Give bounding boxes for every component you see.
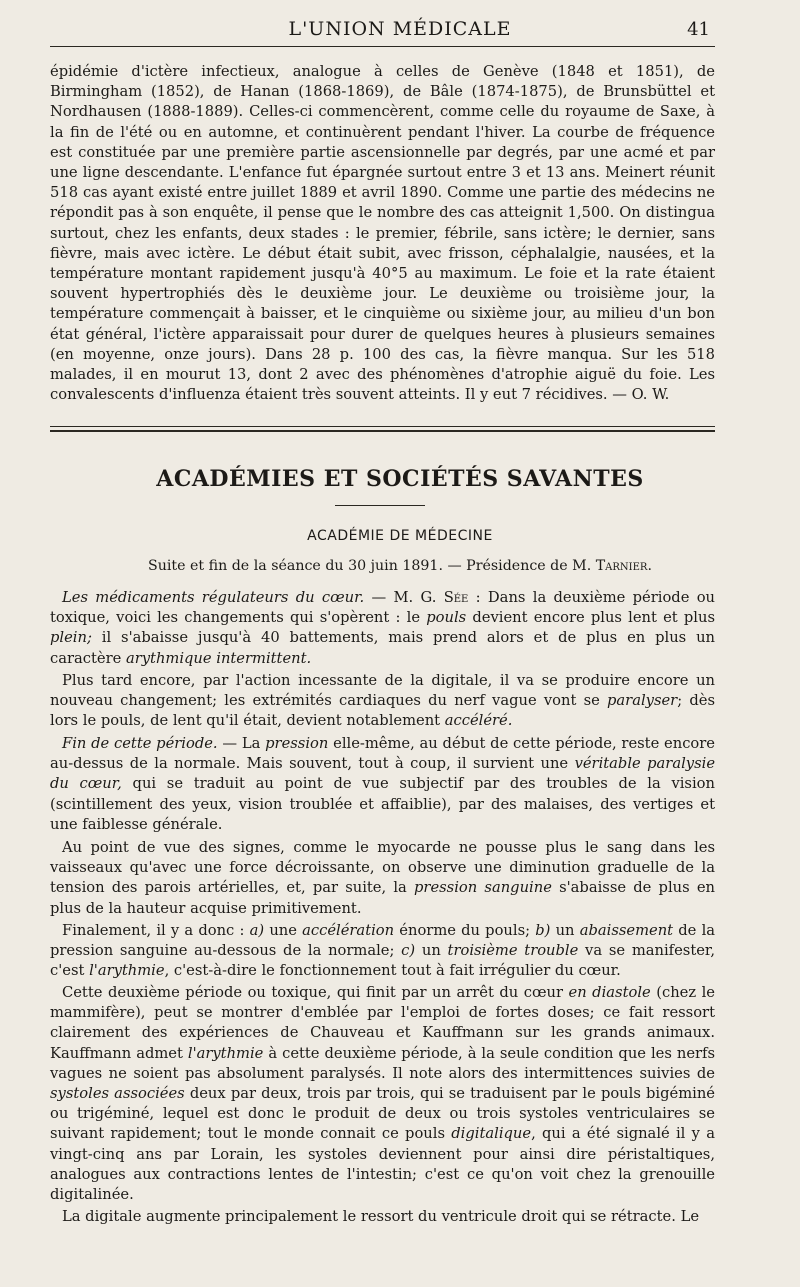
list-marker: c) bbox=[401, 942, 416, 960]
intro-paragraph: épidémie d'ictère infectieux, analogue à celles de Genève (1848 et 1851), de Birmingham (1852), de Hanan (1868-1869), de Bâle (1874-1875), de Brunsbüttel et Nordhausen (1888-1889). Celles-ci commencèrent, comme celle du royaume de Saxe, à la fin de l'été ou en automne, et continuèrent pendant l'hiver. La courbe de fréquence est constituée par une première partie ascensionnelle par degrés, par une acmé et par une ligne descendante. L'enfance fut épargnée surtout entre 3 et 13 ans. Meinert réunit 518 cas ayant existé entre juillet 1889 et avril 1890. Comme une partie des médecins ne répondit pas à son enquête, il pense que le nombre des cas atteignit 1,500. On distingua surtout, chez les enfants, deux stades : le premier, fébrile, sans ictère; le dernier, sans fièvre, mais avec ictère. Le début était subit, avec frisson, céphalalgie, nausées, et la température montant rapidement jusqu'à 40°5 au maximum. Le foie et la rate étaient souvent hypertrophiés dès le deuxième jour. Le deuxième ou troisième jour, la température commençait à baisser, et le cinquième ou sixième jour, au milieu d'un bon état général, l'ictère apparaissait pour durer de quelques heures à plusieurs semaines (en moyenne, onze jours). Dans 28 p. 100 des cas, la fièvre manqua. Sur les 518 malades, il en mourut 13, dont 2 avec des phénomènes d'atrophie aiguë du foie. Les convalescents d'influenza étaient très souvent atteints. Il y eut 7 récidives. — O. W. bbox=[50, 63, 715, 404]
text-run: Cette deuxième période ou toxique, qui finit par un arrêt du cœur bbox=[62, 984, 569, 1001]
emphasis: l'arythmie bbox=[89, 962, 165, 980]
article-title: Les médicaments régulateurs du cœur. bbox=[62, 589, 365, 606]
body-paragraph-7: La digitale augmente principalement le ressort du ventricule droit qui se rétracte. Le bbox=[62, 1208, 700, 1225]
emphasis: systoles associées bbox=[50, 1085, 185, 1103]
running-head bbox=[0, 14, 800, 44]
text-run: Finalement, il y a donc : bbox=[62, 922, 250, 939]
text-run: Plus tard encore, par l'action incessante de la digitale, il va se produire encore un nouveau changement; les extrémités cardiaques du nerf vague vont se bbox=[50, 672, 715, 710]
author-prefix: — M. G. bbox=[364, 589, 444, 606]
president-name: Tarnier. bbox=[595, 558, 652, 574]
journal-title: L'UNION MÉDICALE bbox=[288, 18, 512, 40]
body-paragraph-1 bbox=[50, 588, 715, 669]
text-run: ; dès lors le pouls, de lent qu'il était, devient notablement bbox=[50, 692, 715, 730]
text-run: , qui a été signalé il y a vingt-cinq ans par Lorain, les systoles deviennent pour ainsi dire péristaltiques, analogues aux contractions lentes de l'intestin; c'est ce qu'on voit chez la grenouille digitalinée. bbox=[50, 1125, 715, 1204]
header-rule bbox=[50, 46, 715, 47]
emphasis: pression sanguine bbox=[414, 879, 552, 897]
emphasis: digitalique bbox=[451, 1125, 532, 1143]
section-title: ACADÉMIES ET SOCIÉTÉS SAVANTES bbox=[156, 466, 644, 492]
text-run: — La bbox=[217, 735, 266, 752]
divider-thick-line bbox=[50, 430, 715, 432]
emphasis: pouls bbox=[426, 609, 467, 627]
body-paragraph-3 bbox=[50, 734, 715, 835]
session-line bbox=[0, 558, 800, 574]
text-run: de la pression sanguine au-dessous de la normale; bbox=[50, 922, 716, 960]
body-paragraph-2 bbox=[50, 671, 715, 732]
emphasis: troisième trouble bbox=[447, 942, 579, 960]
body-paragraph-4 bbox=[50, 838, 715, 919]
text-run: (chez le mammifère), peut se montrer d'emblée par l'emploi de fortes doses; ce fait ressort clairement des expériences de Chauveau et Kauffmann sur les grands animaux. Kauffmann admet bbox=[50, 984, 715, 1062]
emphasis: pression bbox=[265, 735, 329, 752]
emphasis: accélération bbox=[302, 922, 395, 939]
emphasis: accéléré. bbox=[444, 712, 513, 730]
text-run: il s'abaisse jusqu'à 40 battements, mais prend alors et de plus en plus un caractère bbox=[50, 629, 715, 667]
text-run: une bbox=[264, 922, 303, 939]
page-number: 41 bbox=[687, 19, 710, 40]
list-marker: b) bbox=[535, 922, 551, 939]
emphasis: véritable paralysie du cœur, bbox=[50, 755, 716, 793]
text-run: à cette deuxième période, à la seule condition que les nerfs vagues ne soient pas absolument paralysés. Il note alors des intermittences suivies de bbox=[50, 1044, 716, 1082]
emphasis: en diastole bbox=[568, 984, 651, 1001]
section-divider bbox=[50, 426, 715, 432]
body-paragraph-5 bbox=[50, 921, 715, 982]
text-run: : Dans la deuxième période ou toxique, voici les changements qui s'opèrent : le bbox=[50, 589, 715, 627]
text-run: elle-même, au début de cette période, reste encore au-dessus de la normale. Mais souvent, tout à coup, il survient une bbox=[50, 735, 715, 773]
emphasis: l'arythmie bbox=[187, 1044, 264, 1062]
list-marker: a) bbox=[249, 922, 265, 939]
divider-thin-line bbox=[50, 426, 715, 427]
text-run: un bbox=[415, 942, 448, 960]
text-run: Au point de vue des signes, comme le myocarde ne pousse plus le sang dans les vaisseaux qu'avec une force décroissante, on observe une diminution graduelle de la tension des parois artérielles, et, par suite, la bbox=[50, 839, 715, 897]
author-name: Sée bbox=[443, 589, 469, 606]
title-underline bbox=[335, 505, 425, 506]
emphasis: plein; bbox=[50, 629, 92, 647]
academy-title: ACADÉMIE DE MÉDECINE bbox=[307, 528, 493, 544]
text-run: va se manifester, c'est bbox=[50, 942, 715, 980]
text-run: qui se traduit au point de vue subjectif par des troubles de la vision (scintillement des yeux, vision troublée et affaiblie), par des malaises, des vertiges et une faiblesse générale. bbox=[50, 775, 715, 833]
text-run: , c'est-à-dire le fonctionnement tout à fait irrégulier du cœur. bbox=[164, 962, 621, 980]
text-run: deux par deux, trois par trois, qui se traduisent par le pouls bigéminé ou trigéminé, lequel est donc le produit de deux ou trois systoles ventriculaires se suivant rapidement; tout le monde connait ce pouls bbox=[50, 1085, 715, 1143]
text-run: devient encore plus lent et plus bbox=[466, 609, 715, 627]
subsection-title: Fin de cette période. bbox=[62, 735, 218, 752]
text-run: un bbox=[550, 922, 580, 939]
text-run: énorme du pouls; bbox=[394, 922, 536, 939]
emphasis: arythmique intermittent. bbox=[125, 649, 312, 667]
session-text: Suite et fin de la séance du 30 juin 1891. — Présidence de M. bbox=[148, 558, 596, 574]
body-paragraph-6 bbox=[50, 983, 715, 1205]
emphasis: abaissement bbox=[579, 922, 674, 939]
emphasis: paralyser bbox=[607, 692, 678, 710]
text-run: s'abaisse de plus en plus de la hauteur acquise primitivement. bbox=[50, 879, 715, 917]
